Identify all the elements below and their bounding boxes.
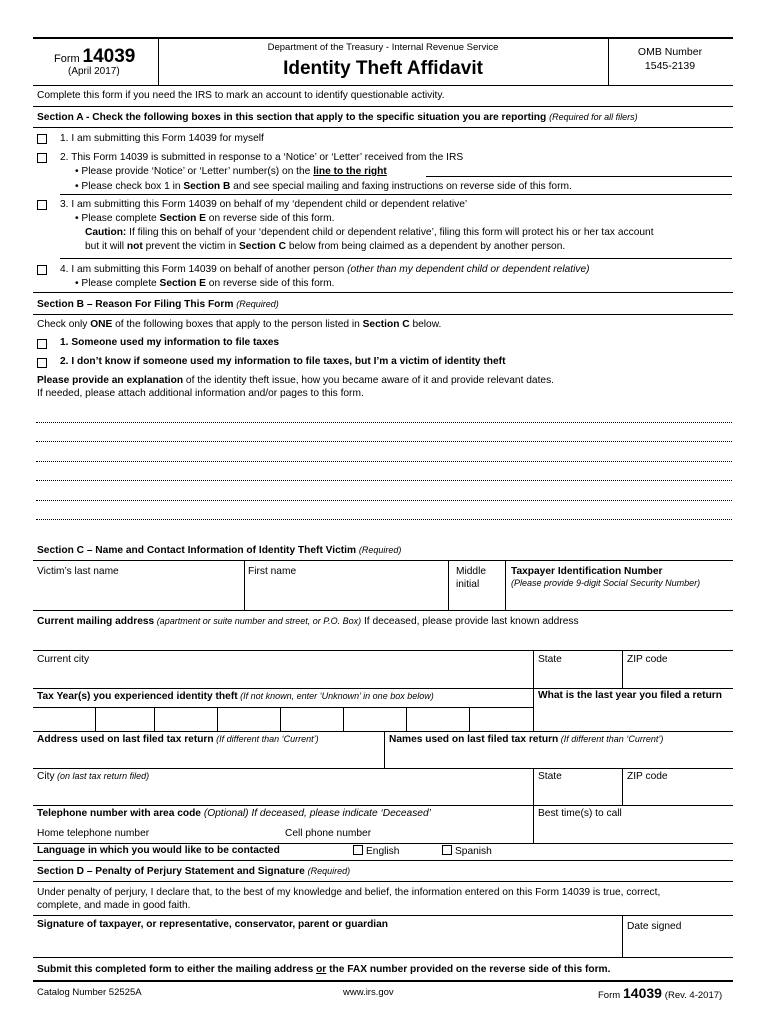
rule xyxy=(33,106,733,107)
tin-label: Taxpayer Identification Number xyxy=(511,566,663,577)
caution-bold: not xyxy=(126,241,143,252)
section-b-option1-label: 1. Someone used my information to file taxes xyxy=(60,337,280,348)
caution-bold: Section C xyxy=(239,241,286,252)
rule xyxy=(33,768,733,769)
mailing-address-field[interactable] xyxy=(34,630,732,648)
rule xyxy=(33,881,733,882)
section-d-note: (Required) xyxy=(307,866,351,876)
section-a-item4-label xyxy=(60,263,590,276)
divider xyxy=(622,651,623,688)
omb-label: OMB Number xyxy=(637,46,703,58)
section-a-item1-label: 1. I am submitting this Form 14039 for myself xyxy=(60,133,264,144)
rule xyxy=(33,560,733,561)
submit-text: the FAX number provided on the reverse side of this form. xyxy=(326,964,611,975)
form-word: Form xyxy=(54,53,80,65)
caution-text: prevent the victim in xyxy=(142,241,240,252)
home-phone-label: Home telephone number xyxy=(37,828,150,839)
explanation-line-3[interactable] xyxy=(36,461,732,462)
phone-note: (Optional) If deceased, please indicate ‘Deceased’ xyxy=(200,808,431,819)
footer-form-number: 14039 xyxy=(623,985,662,1001)
omb-number: 1545-2139 xyxy=(644,60,696,72)
rule xyxy=(33,127,733,128)
divider xyxy=(384,732,385,768)
date-signed-field[interactable] xyxy=(624,934,730,956)
divider xyxy=(622,769,623,805)
mailing-text: If deceased, please provide last known address xyxy=(361,616,579,627)
date-signed-label: Date signed xyxy=(627,921,682,932)
spanish-checkbox[interactable] xyxy=(442,845,452,855)
caution-text: If filing this on behalf of your ‘dependent child or dependent relative’, filing this form will protect his or her tax account xyxy=(126,227,654,238)
perjury-statement-2: complete, and made in good faith. xyxy=(37,900,191,911)
section-a-caution-line2 xyxy=(85,240,565,253)
english-label: English xyxy=(366,846,400,857)
bullet-bold: Section E xyxy=(159,278,206,289)
zip-label-2: ZIP code xyxy=(627,771,668,782)
submit-or: or xyxy=(316,964,327,975)
form-number: 14039 xyxy=(82,46,136,67)
rule xyxy=(33,292,733,293)
bullet-text: • Please complete xyxy=(75,213,160,224)
section-b-option2-checkbox[interactable] xyxy=(37,358,47,368)
victim-last-name-field[interactable] xyxy=(34,580,242,608)
tax-year-box-2[interactable] xyxy=(96,708,153,730)
signature-field[interactable] xyxy=(34,932,620,956)
names-last-return-label xyxy=(389,733,663,746)
english-option[interactable] xyxy=(353,845,399,858)
divider xyxy=(533,806,534,843)
line-to-right-text: line to the right xyxy=(313,166,387,177)
tax-year-box-5[interactable] xyxy=(281,708,342,730)
perjury-statement-1: Under penalty of perjury, I declare that, to the best of my knowledge and belief, the information entered on this Form 14039 is true, correct, xyxy=(37,887,661,898)
instr-bold: ONE xyxy=(90,319,113,330)
victim-last-name-label: Victim’s last name xyxy=(37,566,119,577)
divider xyxy=(622,916,623,957)
section-a-title: Section A - Check the following boxes in this section that apply to the specific situation you are reporting xyxy=(37,112,547,123)
item4-note: (other than my dependent child or dependent relative) xyxy=(347,264,590,275)
section-a-item1-checkbox[interactable] xyxy=(37,134,47,144)
section-a-caution-line1 xyxy=(85,226,654,239)
explanation-instruction xyxy=(37,374,554,387)
form-date: (April 2017) xyxy=(68,66,120,77)
section-a-item2-checkbox[interactable] xyxy=(37,153,47,163)
phone-bold: Telephone number with area code xyxy=(37,808,201,819)
rule xyxy=(60,258,732,259)
instr-text: of the following boxes that apply to the person listed in xyxy=(112,319,363,330)
bullet-text: on reverse side of this form. xyxy=(205,213,335,224)
tax-year-box-6[interactable] xyxy=(344,708,405,730)
instr-text: below. xyxy=(409,319,442,330)
english-checkbox[interactable] xyxy=(353,845,363,855)
city-last-text: City xyxy=(37,771,55,782)
signature-label: Signature of taxpayer, or representative, conservator, parent or guardian xyxy=(37,919,389,930)
caution-label: Caution: xyxy=(85,227,127,238)
explanation-line-1[interactable] xyxy=(36,422,732,423)
rule xyxy=(33,805,733,806)
section-a-item3-bullet1 xyxy=(75,212,335,225)
section-a-item2-label: 2. This Form 14039 is submitted in response to a ‘Notice’ or ‘Letter’ received from the IRS xyxy=(60,152,464,163)
divider xyxy=(533,689,534,731)
bullet-text: • Please complete xyxy=(75,278,160,289)
section-a-item4-checkbox[interactable] xyxy=(37,265,47,275)
middle-initial-label-1: Middle xyxy=(456,566,487,577)
section-b-heading xyxy=(37,298,279,311)
section-a-item2-bullet2 xyxy=(75,180,572,193)
explanation-line-2[interactable] xyxy=(36,441,732,442)
tax-year-bold: Tax Year(s) you experienced identity theft xyxy=(37,691,238,702)
footer-form-id xyxy=(598,984,722,1002)
mailing-bold: Current mailing address xyxy=(37,616,155,627)
tax-year-box-1[interactable] xyxy=(34,708,94,730)
telephone-label xyxy=(37,807,431,820)
divider xyxy=(505,561,506,610)
section-c-note: (Required) xyxy=(358,545,402,555)
address-last-return-label xyxy=(37,733,319,746)
divider xyxy=(448,561,449,610)
names-last-bold: Names used on last filed tax return xyxy=(389,734,559,745)
section-a-item2-bullet1 xyxy=(75,165,387,178)
section-c-heading xyxy=(37,544,401,557)
current-city-label: Current city xyxy=(37,654,90,665)
bullet-bold: Section E xyxy=(159,213,206,224)
section-a-note: (Required for all filers) xyxy=(549,112,638,122)
first-name-field[interactable] xyxy=(246,580,446,608)
catalog-number: Catalog Number 52525A xyxy=(37,987,142,998)
spanish-option[interactable] xyxy=(442,845,492,858)
addr-last-note: (If different than ‘Current’) xyxy=(213,734,319,744)
irs-url: www.irs.gov xyxy=(343,987,394,998)
section-d-heading xyxy=(37,865,350,878)
tin-note: (Please provide 9-digit Social Security Number) xyxy=(511,578,701,588)
footer-revision: (Rev. 4-2017) xyxy=(664,990,723,1001)
first-name-label: First name xyxy=(248,566,297,577)
section-a-item3-label: 3. I am submitting this Form 14039 on behalf of my ‘dependent child or dependent relative’ xyxy=(60,199,468,210)
bullet-bold: Section B xyxy=(183,181,231,192)
explain-text: of the identity theft issue, how you became aware of it and provide relevant dates. xyxy=(183,375,555,386)
rule xyxy=(33,957,733,958)
zip-label: ZIP code xyxy=(627,654,668,665)
tax-year-box-7[interactable] xyxy=(407,708,468,730)
state-label: State xyxy=(538,654,562,665)
section-d-title: Section D – Penalty of Perjury Statement and Signature xyxy=(37,866,305,877)
bullet-text: and see special mailing and faxing instructions on reverse side of this form. xyxy=(230,181,572,192)
city-last-note: (on last tax return filed) xyxy=(54,771,150,781)
header-top-rule xyxy=(33,37,733,39)
language-label: Language in which you would like to be contacted xyxy=(37,845,280,856)
addr-last-bold: Address used on last filed tax return xyxy=(37,734,214,745)
last-year-filed-label: What is the last year you filed a return xyxy=(538,690,722,701)
explanation-line-6[interactable] xyxy=(36,519,732,520)
cell-phone-label: Cell phone number xyxy=(285,828,372,839)
rule xyxy=(33,688,733,689)
section-b-option2-label: 2. I don’t know if someone used my information to file taxes, but I’m a victim of identity theft xyxy=(60,356,506,367)
mailing-address-label xyxy=(37,615,579,628)
bullet-text: • Please check box 1 in xyxy=(75,181,184,192)
rule xyxy=(33,610,733,611)
rule xyxy=(60,194,732,195)
section-b-note: (Required) xyxy=(236,299,279,309)
explain-bold: Please provide an explanation xyxy=(37,375,184,386)
section-c-title: Section C – Name and Contact Information of Identity Theft Victim xyxy=(37,545,357,556)
spanish-label: Spanish xyxy=(455,846,492,857)
bullet-text: on reverse side of this form. xyxy=(205,278,335,289)
names-last-note: (If different than ‘Current’) xyxy=(558,734,664,744)
middle-initial-label-2: initial xyxy=(456,579,480,590)
header-bottom-rule xyxy=(33,85,733,86)
section-b-title: Section B – Reason For Filing This Form xyxy=(37,299,234,310)
agency-name: Department of the Treasury - Internal Revenue Service xyxy=(267,42,499,53)
divider xyxy=(533,769,534,805)
submit-text: Submit this completed form to either the mailing address xyxy=(37,964,317,975)
state-label-2: State xyxy=(538,771,562,782)
instr-text: Check only xyxy=(37,319,91,330)
explanation-line-4[interactable] xyxy=(36,480,732,481)
rule xyxy=(33,731,733,732)
explanation-line-5[interactable] xyxy=(36,500,732,501)
section-a-item4-bullet1 xyxy=(75,277,335,290)
item4-text: 4. I am submitting this Form 14039 on behalf of another person xyxy=(60,264,348,275)
mailing-note: (apartment or suite number and street, or P.O. Box) xyxy=(154,616,362,626)
notice-letter-number-field[interactable] xyxy=(426,176,732,177)
footer-rule xyxy=(33,980,733,982)
divider xyxy=(244,561,245,610)
rule xyxy=(33,860,733,861)
rule xyxy=(33,314,733,315)
tax-year-note: (If not known, enter ‘Unknown’ in one box below) xyxy=(237,691,434,701)
section-b-option1-checkbox[interactable] xyxy=(37,339,47,349)
tax-year-box-4[interactable] xyxy=(218,708,279,730)
explanation-instruction-2: If needed, please attach additional information and/or pages to this form. xyxy=(37,388,364,399)
section-a-item3-checkbox[interactable] xyxy=(37,200,47,210)
bullet-text: • Please provide ‘Notice’ or ‘Letter’ number(s) on the xyxy=(75,166,314,177)
section-a-heading xyxy=(37,111,638,124)
divider xyxy=(533,651,534,688)
city-last-return-label xyxy=(37,770,149,783)
tax-year-box-8[interactable] xyxy=(470,708,532,730)
rule xyxy=(33,915,733,916)
rule xyxy=(33,650,733,651)
form-title: Identity Theft Affidavit xyxy=(283,58,483,79)
caution-text: below from being claimed as a dependent by another person. xyxy=(286,241,566,252)
intro-text: Complete this form if you need the IRS to mark an account to identify questionable activity. xyxy=(37,90,445,101)
tax-year-label xyxy=(37,690,434,703)
best-time-label: Best time(s) to call xyxy=(538,808,622,819)
submit-instruction xyxy=(37,963,610,976)
footer-form-word: Form xyxy=(598,990,621,1001)
section-b-instructions xyxy=(37,318,441,331)
instr-bold: Section C xyxy=(362,319,410,330)
caution-text: but it will xyxy=(85,241,127,252)
tax-year-box-3[interactable] xyxy=(155,708,216,730)
